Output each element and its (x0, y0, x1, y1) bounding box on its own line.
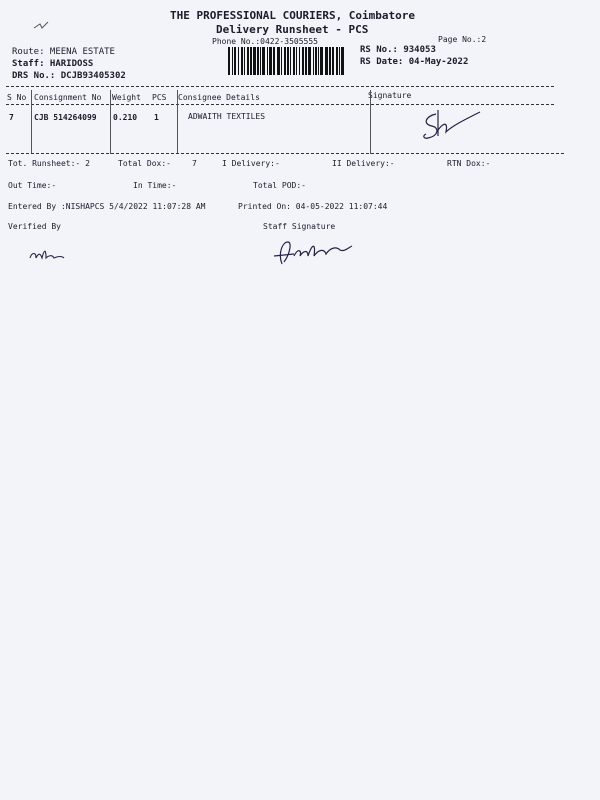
row-consignee: ADWAITH TEXTILES (188, 112, 266, 121)
table-top-rule (6, 86, 554, 87)
total-runsheet: Tot. Runsheet:- 2 (8, 159, 90, 168)
verifier-signature (28, 244, 68, 266)
col-header-consignment: Consignment No (34, 93, 102, 102)
total-dox-value: 7 (192, 159, 197, 168)
row-consignment-no: CJB 514264099 (34, 113, 97, 122)
col-header-signature: Signature (368, 91, 412, 100)
col-header-consignee: Consignee Details (178, 93, 260, 102)
i-delivery: I Delivery:- (222, 159, 280, 168)
scan-mark (30, 16, 60, 36)
total-pod: Total POD:- (253, 181, 306, 190)
col-divider (370, 90, 371, 154)
col-divider (177, 90, 178, 154)
table-bottom-rule (6, 153, 564, 154)
col-header-sno: S No (7, 93, 27, 102)
rs-number: RS No.: 934053 (360, 45, 436, 55)
col-divider (31, 90, 32, 154)
company-title: THE PROFESSIONAL COURIERS, Coimbatore (170, 9, 416, 22)
out-time: Out Time:- (8, 181, 57, 190)
staff-signature-label: Staff Signature (263, 222, 336, 231)
total-dox-label: Total Dox:- (118, 159, 171, 168)
table-header-rule (6, 104, 554, 105)
col-header-pcs: PCS (152, 93, 167, 102)
delivery-signature (418, 106, 488, 146)
printed-on: Printed On: 04-05-2022 11:07:44 (238, 202, 388, 211)
phone-number: Phone No.:0422-3505555 (212, 37, 318, 46)
row-pcs: 1 (154, 113, 159, 122)
staff-signature (268, 236, 358, 268)
row-weight: 0.210 (113, 113, 138, 122)
document-title: Delivery Runsheet - PCS (216, 23, 369, 36)
rtn-dox: RTN Dox:- (447, 159, 491, 168)
rs-date: RS Date: 04-May-2022 (360, 57, 469, 67)
drs-number: DRS No.: DCJB93405302 (12, 71, 126, 81)
in-time: In Time:- (133, 181, 177, 190)
entered-by: Entered By :NISHAPCS 5/4/2022 11:07:28 AM (8, 202, 206, 211)
col-header-weight: Weight (112, 93, 141, 102)
col-divider (110, 90, 111, 154)
page-number: Page No.:2 (438, 35, 487, 44)
staff-label: Staff: HARIDOSS (12, 59, 94, 69)
verified-by-label: Verified By (8, 222, 61, 231)
route-label: Route: MEENA ESTATE (12, 47, 115, 57)
barcode-graphic (228, 47, 346, 75)
ii-delivery: II Delivery:- (332, 159, 395, 168)
row-sno: 7 (9, 113, 14, 122)
